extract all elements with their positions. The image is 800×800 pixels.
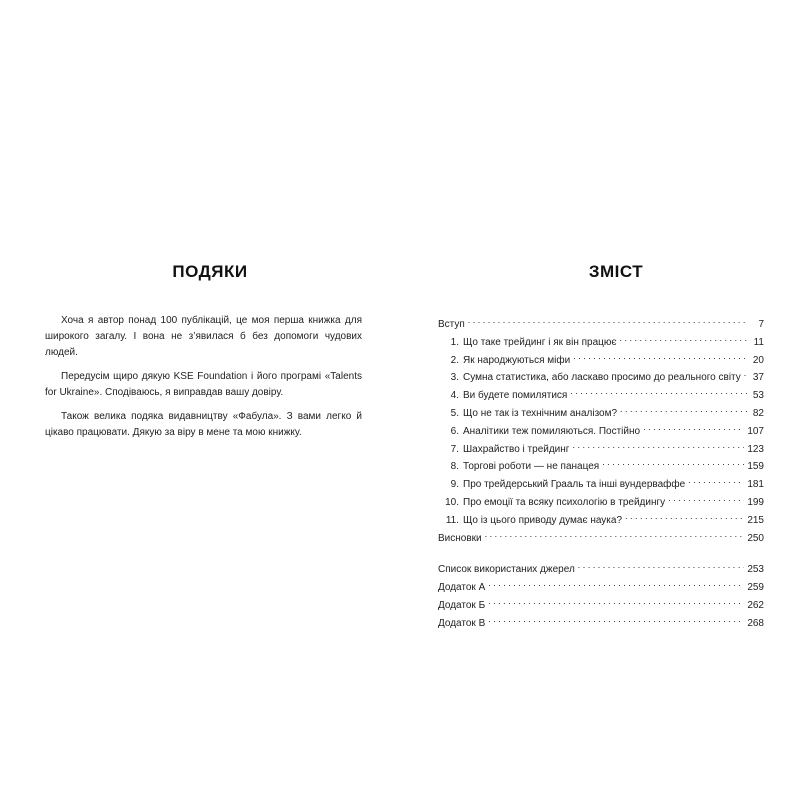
toc-dot-leader bbox=[602, 459, 744, 469]
toc-dot-leader bbox=[688, 477, 744, 487]
toc-entry-page-number: 159 bbox=[747, 461, 764, 473]
toc-entry bbox=[438, 317, 764, 335]
toc-dot-leader bbox=[668, 495, 744, 505]
toc-entry-title: Торгові роботи — не панацея bbox=[463, 461, 600, 473]
toc-entry-number: 7. bbox=[450, 443, 459, 455]
toc-entry-page-number: 181 bbox=[747, 479, 764, 491]
acknowledgements-paragraph: Хоча я автор понад 100 публікацій, це моя перша книжка для широкого загалу. І вона не з’явилася б без допомоги чудових людей. bbox=[45, 315, 362, 358]
toc-dot-leader bbox=[468, 317, 747, 327]
toc-entry bbox=[438, 580, 764, 598]
toc-entry bbox=[438, 442, 764, 460]
toc-entry-page-number: 268 bbox=[747, 617, 764, 629]
toc-dot-leader bbox=[485, 531, 745, 541]
toc-entry-page-number: 250 bbox=[747, 532, 764, 544]
toc-entry-page-number: 199 bbox=[747, 496, 764, 508]
toc-entry-page-number: 82 bbox=[752, 407, 764, 419]
toc-entry-number: 5. bbox=[450, 407, 459, 419]
toc-entry-title: Що таке трейдинг і як він працює bbox=[463, 336, 617, 348]
toc-entry bbox=[438, 406, 764, 424]
toc-entry bbox=[438, 335, 764, 353]
toc-entry bbox=[438, 353, 764, 371]
toc-entry-number: 6. bbox=[450, 425, 459, 437]
toc-entry-page-number: 262 bbox=[747, 599, 764, 611]
toc-dot-leader bbox=[573, 353, 747, 363]
acknowledgements-paragraph: Також велика подяка видавництву «Фабула». З вами легко й цікаво працювати. Дякую за віру в мене та мою книжку. bbox=[45, 411, 362, 438]
toc-entry-number: 2. bbox=[450, 354, 459, 366]
toc-dot-leader bbox=[643, 424, 744, 434]
toc-entry-title: Додаток А bbox=[438, 582, 486, 594]
toc-dot-leader bbox=[578, 562, 745, 572]
toc-entry-number: 9. bbox=[450, 479, 459, 491]
toc-entry-title: Додаток Б bbox=[438, 599, 486, 611]
toc-entry-page-number: 259 bbox=[747, 582, 764, 594]
toc-entry-title: Вступ bbox=[438, 319, 465, 330]
toc-entry bbox=[438, 598, 764, 616]
toc-dot-leader bbox=[488, 598, 744, 608]
toc-entry-number: 1. bbox=[450, 336, 459, 348]
toc-entry bbox=[438, 370, 764, 388]
toc-entry-title: Що не так із технічним аналізом? bbox=[463, 407, 618, 419]
toc-entry-page-number: 123 bbox=[747, 443, 764, 455]
contents-heading: ЗМІСТ bbox=[588, 262, 644, 281]
toc-entry-page-number: 215 bbox=[747, 514, 764, 526]
toc-dot-leader bbox=[488, 580, 744, 590]
toc-entry-number: 8. bbox=[450, 461, 459, 473]
toc-entry-page-number: 37 bbox=[752, 372, 764, 384]
toc-entry bbox=[438, 459, 764, 477]
toc-entry-title: Ви будете помилятися bbox=[463, 390, 568, 402]
toc-entry bbox=[438, 531, 764, 549]
toc-entry bbox=[438, 513, 764, 531]
toc-entry-title: Про трейдерський Грааль та інші вундерваффе bbox=[463, 479, 686, 491]
toc-dot-leader bbox=[488, 616, 744, 626]
toc-entry-title: Що із цього приводу думає наука? bbox=[463, 514, 623, 526]
toc-entry-page-number: 11 bbox=[753, 336, 764, 348]
toc-entry-page-number: 53 bbox=[752, 390, 764, 402]
toc-entry bbox=[438, 495, 764, 513]
toc-entry-number: 10. bbox=[445, 496, 459, 508]
toc-entry bbox=[438, 477, 764, 495]
toc-entry-page-number: 7 bbox=[758, 319, 764, 330]
toc-dot-leader bbox=[744, 370, 747, 380]
toc-dot-leader bbox=[620, 335, 747, 345]
contents-page bbox=[400, 0, 800, 800]
toc-dot-leader bbox=[620, 406, 747, 416]
toc-entry-number: 11. bbox=[445, 514, 459, 526]
table-of-contents bbox=[438, 317, 764, 634]
toc-entry-page-number: 107 bbox=[747, 425, 764, 437]
toc-entry bbox=[438, 388, 764, 406]
toc-entry-title: Список використаних джерел bbox=[438, 564, 575, 576]
toc-entry-title: Шахрайство і трейдинг bbox=[463, 443, 570, 455]
toc-entry-number: 3. bbox=[450, 372, 459, 384]
acknowledgements-body bbox=[45, 313, 362, 449]
toc-entry-number: 4. bbox=[450, 390, 459, 402]
toc-entry-page-number: 20 bbox=[752, 354, 764, 366]
toc-entry-title: Висновки bbox=[438, 532, 482, 544]
toc-entry bbox=[438, 562, 764, 580]
toc-entry-title: Додаток В bbox=[438, 617, 486, 629]
toc-dot-leader bbox=[570, 388, 747, 398]
toc-entry-title: Аналітики теж помиляються. Постійно bbox=[463, 425, 641, 437]
toc-dot-leader bbox=[572, 442, 744, 452]
toc-entry-title: Про емоції та всяку психологію в трейдингу bbox=[463, 496, 666, 508]
acknowledgements-heading: ПОДЯКИ bbox=[172, 262, 248, 281]
toc-entry bbox=[438, 616, 764, 634]
toc-entry-page-number: 253 bbox=[747, 564, 764, 576]
toc-entry bbox=[438, 424, 764, 442]
acknowledgements-paragraph: Передусім щиро дякую KSE Foundation і його програмі «Talents for Ukraine». Сподіваюсь, я виправдав вашу довіру. bbox=[45, 371, 362, 398]
toc-entry-title: Сумна статистика, або ласкаво просимо до реального світу bbox=[463, 372, 741, 384]
toc-dot-leader bbox=[625, 513, 744, 523]
toc-entry-title: Як народжуються міфи bbox=[463, 354, 571, 366]
